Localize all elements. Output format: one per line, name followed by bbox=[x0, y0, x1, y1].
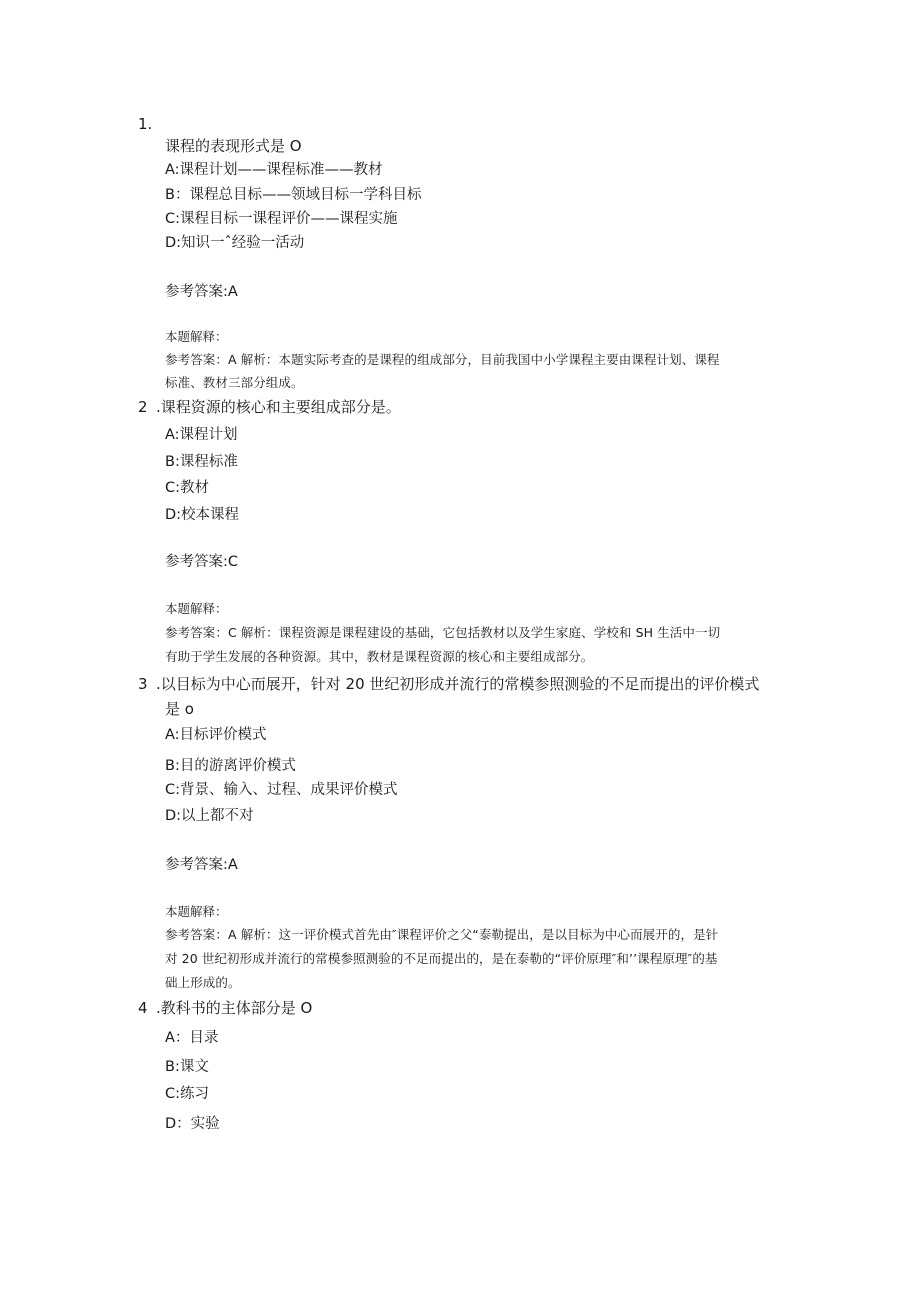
question-3-explanation-header: 本题解释： bbox=[165, 904, 228, 919]
question-2-explanation-line-1: 参考答案：C 解析：课程资源是课程建设的基础，它包括教材以及学生家庭、学校和 SH 生活中一切 bbox=[165, 625, 721, 640]
question-2-stem: .课程资源的核心和主要组成部分是。 bbox=[156, 398, 401, 416]
question-3-option-c: C:背景、输入、过程、成果评价模式 bbox=[165, 782, 398, 798]
question-4-option-b: B:课文 bbox=[165, 1059, 209, 1075]
question-1-option-b: B：课程总目标——领域目标一学科目标 bbox=[165, 187, 422, 203]
question-2-option-b: B:课程标准 bbox=[165, 454, 238, 470]
question-2-explanation-header: 本题解释： bbox=[165, 601, 228, 616]
question-1-number: 1. bbox=[138, 115, 153, 133]
question-1-explanation-line-2: 标准、教材三部分组成。 bbox=[165, 375, 304, 390]
question-3-explanation-line-2: 对 20 世纪初形成并流行的常模参照测验的不足而提出的，是在泰勒的“评价原理″和’’课程原理″的基 bbox=[165, 951, 718, 966]
question-2-number: 2 bbox=[138, 398, 148, 416]
question-2-option-d: D:校本课程 bbox=[165, 507, 240, 523]
question-1-explanation-line-1: 参考答案：A 解析：本题实际考查的是课程的组成部分，目前我国中小学课程主要由课程计划、课程 bbox=[165, 352, 720, 367]
question-3-explanation-line-1: 参考答案：A 解析：这一评价模式首先由″课程评价之父“泰勒提出，是以目标为中心而展开的，是针 bbox=[165, 927, 719, 942]
question-3-explanation-line-3: 础上形成的。 bbox=[165, 975, 241, 990]
question-2-explanation-line-2: 有助于学生发展的各种资源。其中，教材是课程资源的核心和主要组成部分。 bbox=[165, 649, 594, 664]
question-1-answer: 参考答案:A bbox=[165, 284, 238, 300]
question-3-stem-line-2: 是 o bbox=[165, 700, 194, 718]
question-3-option-d: D:以上都不对 bbox=[165, 808, 254, 824]
question-1-stem: 课程的表现形式是 O bbox=[165, 137, 302, 155]
question-3-option-b: B:目的游离评价模式 bbox=[165, 758, 296, 774]
question-1-explanation-header: 本题解释： bbox=[165, 329, 228, 344]
question-2-answer: 参考答案:C bbox=[165, 554, 239, 570]
question-3-option-a: A:目标评价模式 bbox=[165, 727, 267, 743]
question-1-option-d: D:知识一ˆ经验一活动 bbox=[165, 235, 305, 251]
question-4-option-a: A：目录 bbox=[165, 1030, 219, 1046]
question-1-option-c: C:课程目标一课程评价——课程实施 bbox=[165, 211, 398, 227]
question-4-number: 4 bbox=[138, 999, 148, 1017]
question-3-number: 3 bbox=[138, 675, 148, 693]
question-2-option-c: C:教材 bbox=[165, 480, 210, 496]
question-4-stem: .教科书的主体部分是 O bbox=[156, 999, 313, 1017]
question-3-stem-line-1: .以目标为中心而展开，针对 20 世纪初形成并流行的常模参照测验的不足而提出的评价模式 bbox=[156, 675, 760, 693]
question-4-option-c: C:练习 bbox=[165, 1086, 210, 1102]
question-2-option-a: A:课程计划 bbox=[165, 427, 238, 443]
question-1-option-a: A:课程计划——课程标准——教材 bbox=[165, 162, 383, 178]
question-4-option-d: D：实验 bbox=[165, 1116, 220, 1132]
question-3-answer: 参考答案:A bbox=[165, 857, 238, 873]
